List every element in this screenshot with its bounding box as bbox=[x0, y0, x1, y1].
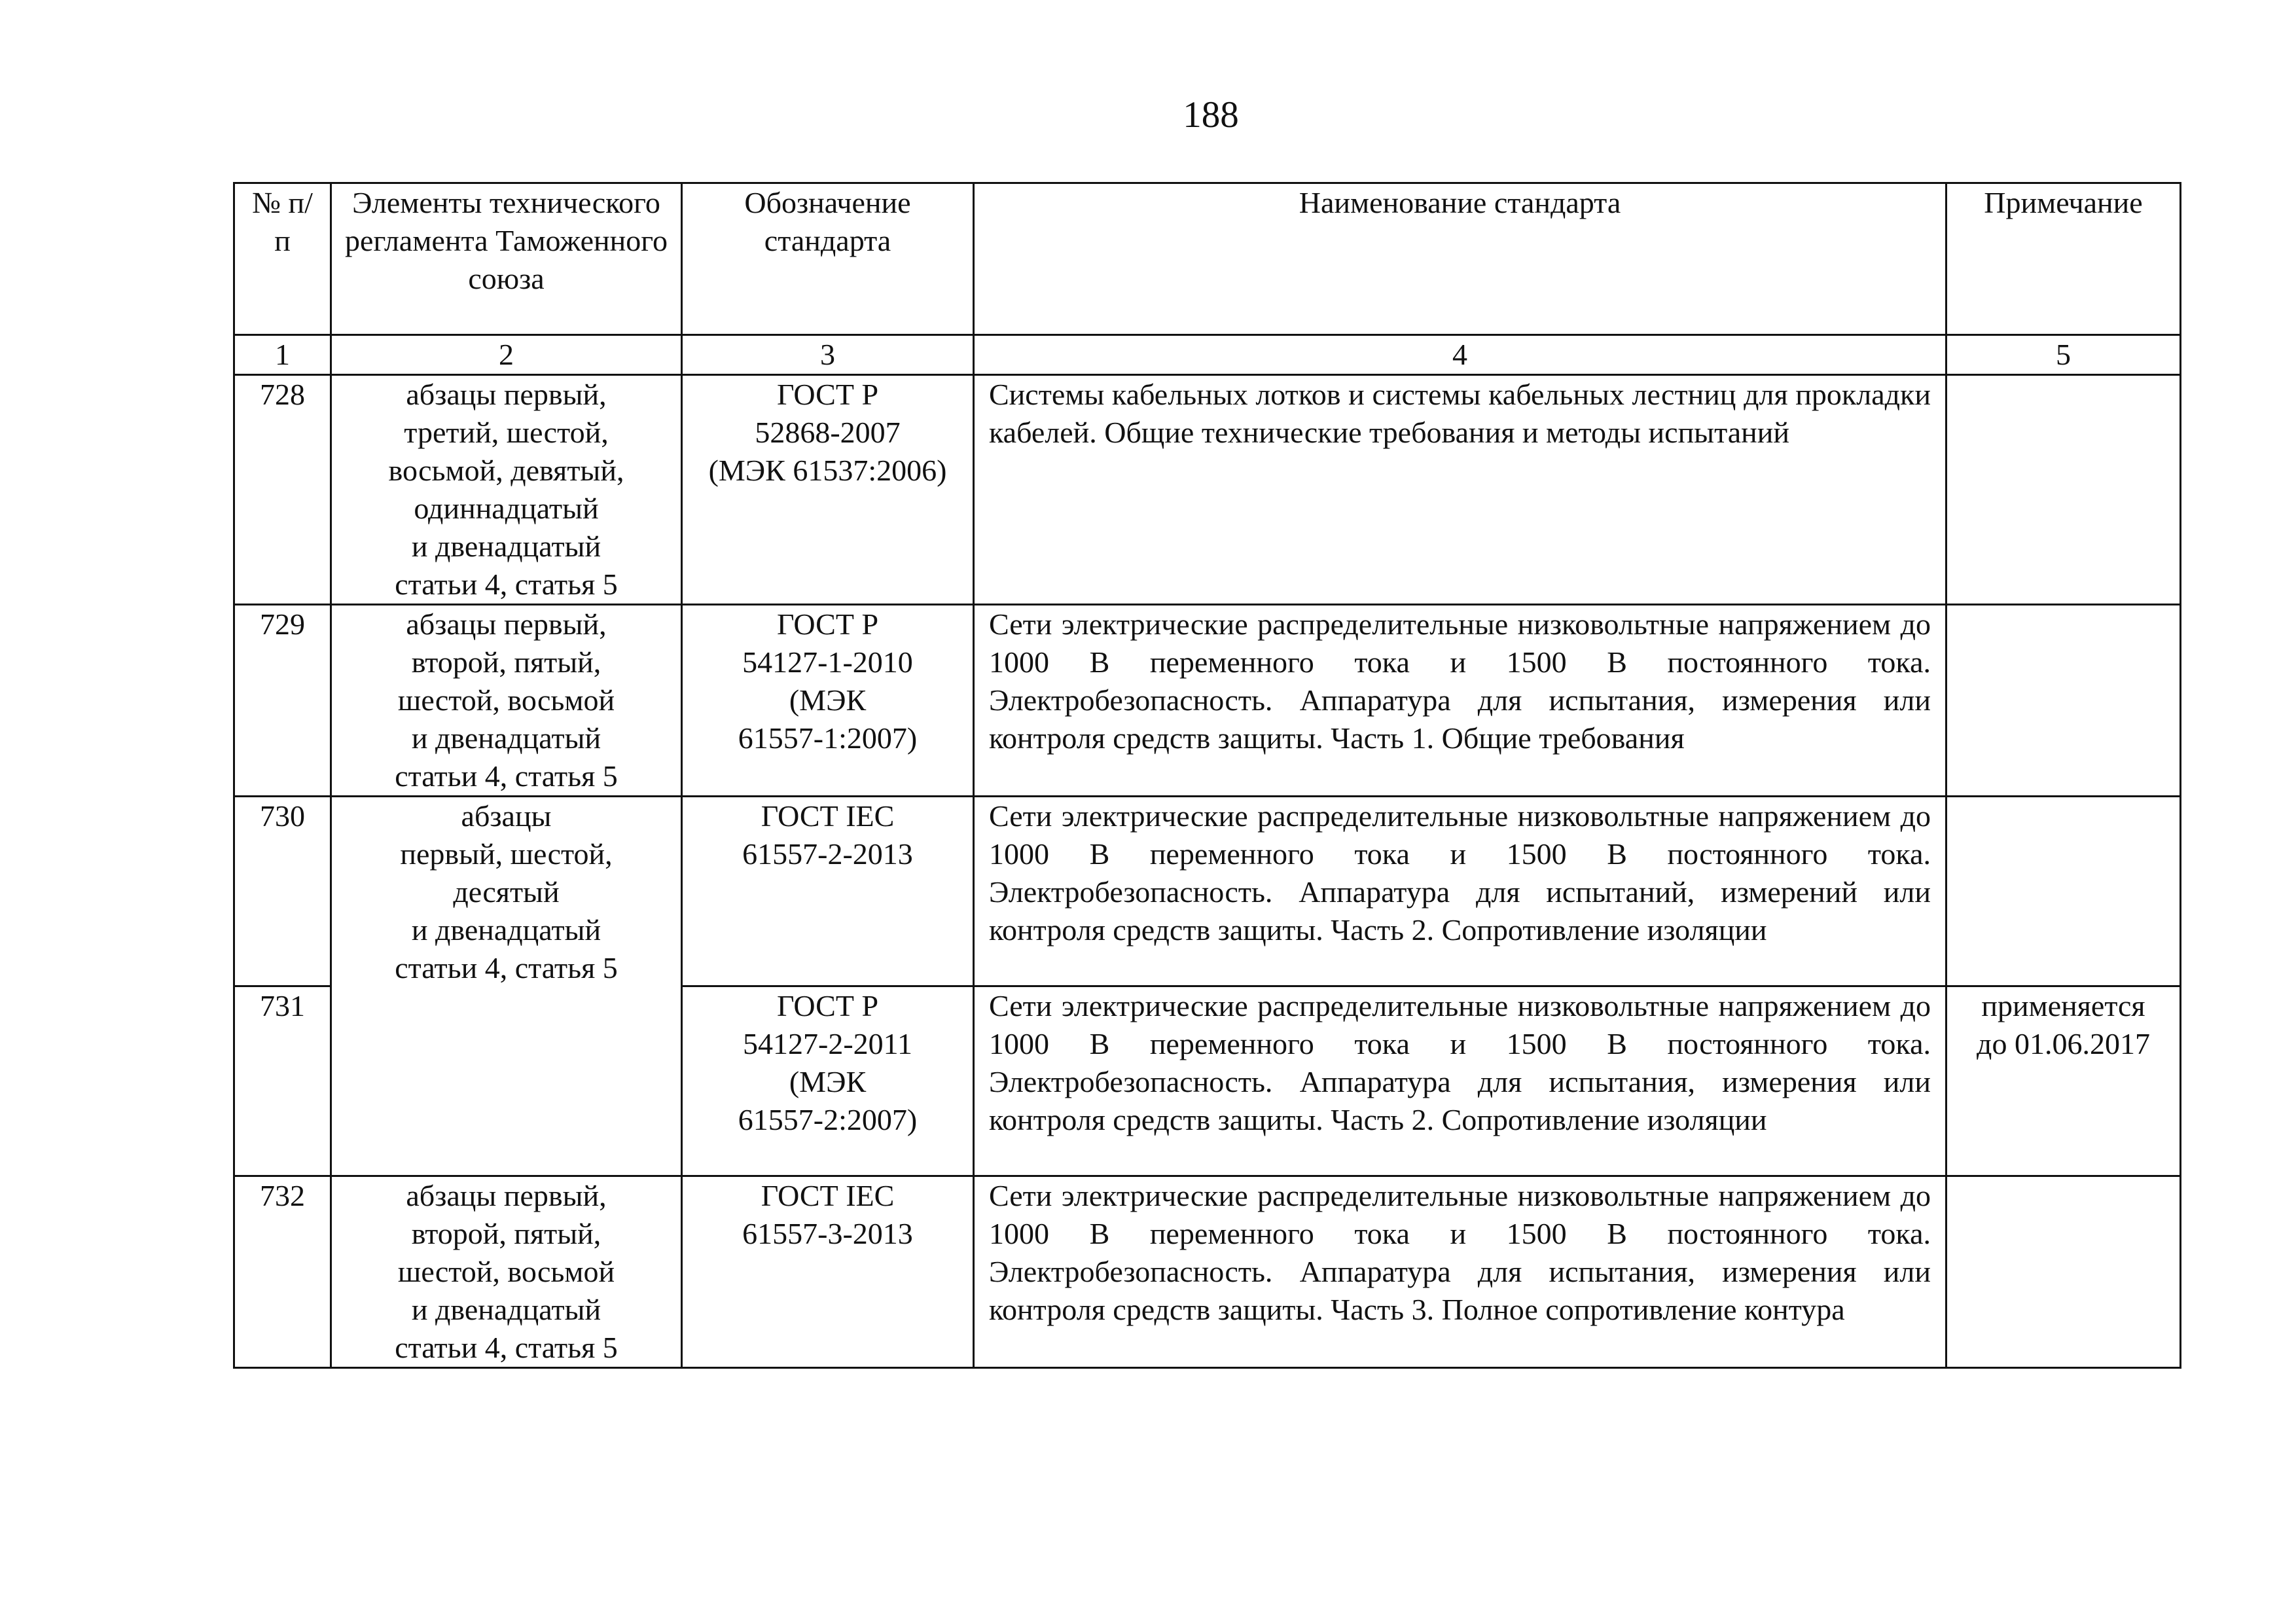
designation-line: 54127-1-2010 bbox=[742, 645, 913, 679]
column-number: 3 bbox=[682, 335, 974, 375]
note-line: применяется bbox=[1981, 989, 2145, 1022]
column-number: 2 bbox=[331, 335, 682, 375]
designation-cell bbox=[682, 986, 974, 1176]
standard-name: Сети электрические распределительные низковольтные напряжением до 1000 В переменного тока и 1500 В постоянного тока. Электробезопасность. Аппаратура для испытания, измерения или контроля средств защиты. Часть 2. Сопротивление изоляции bbox=[974, 986, 1946, 1176]
header-elements: Элементы технического регламента Таможенного союза bbox=[331, 183, 682, 335]
row-number: 730 bbox=[234, 797, 331, 986]
elements-line: и двенадцатый bbox=[411, 913, 601, 947]
elements-line: статьи 4, статья 5 bbox=[395, 568, 618, 601]
page-number: 188 bbox=[1183, 94, 1239, 135]
elements-line: второй, пятый, bbox=[411, 645, 601, 679]
column-number: 4 bbox=[974, 335, 1946, 375]
elements-cell bbox=[331, 375, 682, 605]
header-note: Примечание bbox=[1946, 183, 2181, 335]
table-row bbox=[234, 797, 2181, 986]
designation-line: ГОСТ IEC bbox=[761, 799, 895, 833]
designation-cell bbox=[682, 1176, 974, 1368]
column-number-row bbox=[234, 335, 2181, 375]
elements-line: и двенадцатый bbox=[411, 530, 601, 563]
row-number: 731 bbox=[234, 986, 331, 1176]
elements-line: абзацы первый, bbox=[406, 1179, 607, 1212]
elements-line: третий, шестой, bbox=[404, 416, 609, 449]
table-row bbox=[234, 375, 2181, 605]
elements-line: восьмой, девятый, bbox=[388, 454, 624, 487]
header-row bbox=[234, 183, 2181, 335]
elements-line: статьи 4, статья 5 bbox=[395, 951, 618, 984]
elements-line: десятый bbox=[453, 875, 560, 909]
column-number: 5 bbox=[1946, 335, 2181, 375]
elements-line: и двенадцатый bbox=[411, 721, 601, 755]
note-cell bbox=[1946, 375, 2181, 605]
elements-line: статьи 4, статья 5 bbox=[395, 759, 618, 793]
elements-line: первый, шестой, bbox=[400, 837, 613, 871]
elements-cell bbox=[331, 797, 682, 1176]
table-row bbox=[234, 605, 2181, 797]
designation-line: 61557-1:2007) bbox=[738, 721, 918, 755]
row-number: 732 bbox=[234, 1176, 331, 1368]
standard-name: Сети электрические распределительные низковольтные напряжением до 1000 В переменного тока и 1500 В постоянного тока. Электробезопасность. Аппаратура для испытаний, измерений или контроля средств защиты. Часть 2. Сопротивление изоляции bbox=[974, 797, 1946, 986]
designation-cell bbox=[682, 375, 974, 605]
standard-name: Сети электрические распределительные низковольтные напряжением до 1000 В переменного тока и 1500 В постоянного тока. Электробезопасность. Аппаратура для испытания, измерения или контроля средств защиты. Часть 3. Полное сопротивление контура bbox=[974, 1176, 1946, 1368]
header-num: № п/п bbox=[234, 183, 331, 335]
row-number: 728 bbox=[234, 375, 331, 605]
designation-line: 61557-2:2007) bbox=[738, 1103, 918, 1136]
elements-line: второй, пятый, bbox=[411, 1217, 601, 1250]
designation-cell bbox=[682, 797, 974, 986]
elements-line: одиннадцатый bbox=[414, 492, 599, 525]
note-cell bbox=[1946, 797, 2181, 986]
designation-line: 52868-2007 bbox=[755, 416, 901, 449]
designation-line: (МЭК 61537:2006) bbox=[708, 454, 947, 487]
designation-line: ГОСТ Р bbox=[776, 378, 879, 411]
designation-line: (МЭК bbox=[789, 683, 867, 717]
header-designation: Обозначение стандарта bbox=[682, 183, 974, 335]
elements-line: абзацы первый, bbox=[406, 607, 607, 641]
elements-line: шестой, восьмой bbox=[397, 683, 615, 717]
designation-line: ГОСТ IEC bbox=[761, 1179, 895, 1212]
designation-line: 61557-2-2013 bbox=[742, 837, 913, 871]
elements-cell bbox=[331, 1176, 682, 1368]
elements-line: статьи 4, статья 5 bbox=[395, 1331, 618, 1364]
note-cell bbox=[1946, 986, 2181, 1176]
elements-line: абзацы bbox=[461, 799, 552, 833]
designation-line: 61557-3-2013 bbox=[742, 1217, 913, 1250]
column-number: 1 bbox=[234, 335, 331, 375]
table-row bbox=[234, 1176, 2181, 1368]
elements-cell bbox=[331, 605, 682, 797]
elements-line: шестой, восьмой bbox=[397, 1255, 615, 1288]
designation-line: 54127-2-2011 bbox=[743, 1027, 912, 1060]
note-cell bbox=[1946, 605, 2181, 797]
note-cell bbox=[1946, 1176, 2181, 1368]
standard-name: Системы кабельных лотков и системы кабельных лестниц для прокладки кабелей. Общие технические требования и методы испытаний bbox=[974, 375, 1946, 605]
standards-table bbox=[233, 182, 2181, 1369]
designation-cell bbox=[682, 605, 974, 797]
note-line: до 01.06.2017 bbox=[1977, 1027, 2150, 1060]
row-number: 729 bbox=[234, 605, 331, 797]
designation-line: (МЭК bbox=[789, 1065, 867, 1098]
designation-line: ГОСТ Р bbox=[776, 989, 879, 1022]
header-name: Наименование стандарта bbox=[974, 183, 1946, 335]
designation-line: ГОСТ Р bbox=[776, 607, 879, 641]
elements-line: и двенадцатый bbox=[411, 1293, 601, 1326]
elements-line: абзацы первый, bbox=[406, 378, 607, 411]
standard-name: Сети электрические распределительные низковольтные напряжением до 1000 В переменного тока и 1500 В постоянного тока. Электробезопасность. Аппаратура для испытания, измерения или контроля средств защиты. Часть 1. Общие требования bbox=[974, 605, 1946, 797]
